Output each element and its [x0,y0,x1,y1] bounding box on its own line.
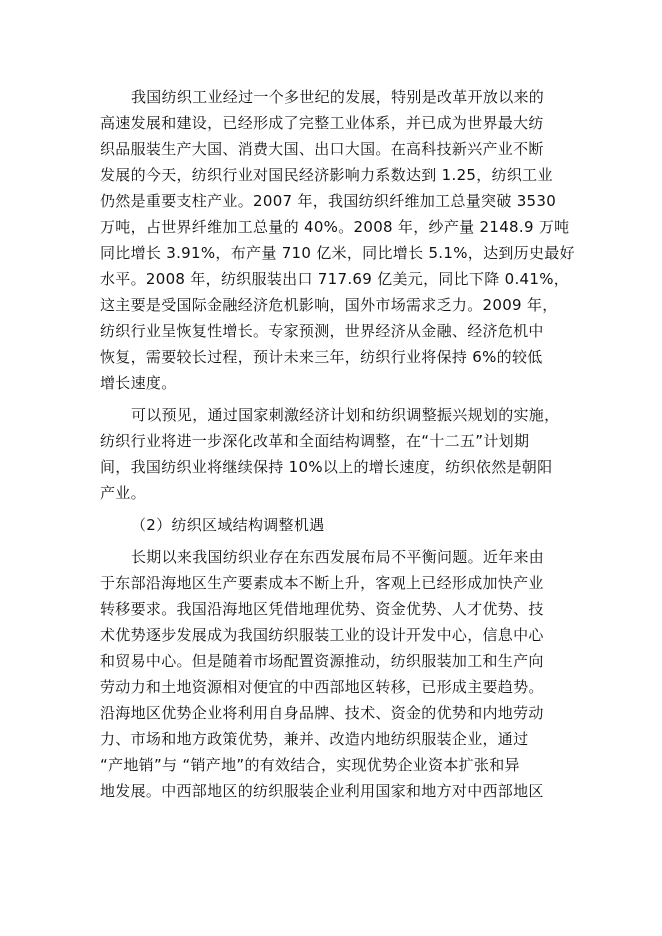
p3-line-10: 地发展。中西部地区的纺织服装企业利用国家和地方对中西部地区 [100,782,544,800]
p3-line-1: 长期以来我国纺织业存在东西发展布局不平衡问题。近年来由 [131,548,545,566]
p1-line-4: 发展的今天，纺织行业对国民经济影响力系数达到 1.25，纺织工业 [100,166,553,184]
p1-line-9: 这主要是受国际金融经济危机影响，国外市场需求乏力。2009 年， [100,296,558,314]
p2-line-1: 可以预见，通过国家刺激经济计划和纺织调整振兴规划的实施， [131,406,560,424]
p1-line-6: 万吨，占世界纤维加工总量的 40%。2008 年，纱产量 2148.9 万吨 [100,218,570,236]
p1-line-3: 织品服装生产大国、消费大国、出口大国。在高科技新兴产业不断 [100,140,544,158]
p1-line-10: 纺织行业呈恢复性增长。专家预测，世界经济从金融、经济危机中 [100,322,544,340]
p3-line-7: 沿海地区优势企业将利用自身品牌、技术、资金的优势和内地劳动 [100,704,544,722]
p1-line-5: 仍然是重要支柱产业。2007 年，我国纺织纤维加工总量突破 3530 [100,192,557,210]
p1-line-11: 恢复，需要较长过程，预计未来三年，纺织行业将保持 6%的较低 [100,348,543,366]
p1-line-1: 我国纺织工业经过一个多世纪的发展，特别是改革开放以来的 [131,88,545,106]
p3-line-5: 和贸易中心。但是随着市场配置资源推动，纺织服装加工和生产向 [100,652,544,670]
p1-line-12: 增长速度。 [100,374,177,392]
p3-line-4: 术优势逐步发展成为我国纺织服装工业的设计开发中心，信息中心 [100,626,544,644]
p2-line-3: 间，我国纺织业将继续保持 10%以上的增长速度，纺织依然是朝阳 [100,458,553,476]
p3-line-2: 于东部沿海地区生产要素成本不断上升，客观上已经形成加快产业 [100,574,544,592]
p3-line-9: “产地销”与 “销产地”的有效结合，实现优势企业资本扩张和异 [100,756,520,774]
p2-line-4: 产业。 [100,484,146,502]
p3-line-3: 转移要求。我国沿海地区凭借地理优势、资金优势、人才优势、技 [100,600,544,618]
p1-line-7: 同比增长 3.91%，布产量 710 亿米，同比增长 5.1%，达到历史最好 [100,244,575,262]
p3-line-6: 劳动力和土地资源相对便宜的中西部地区转移，已形成主要趋势。 [100,678,544,696]
p1-line-2: 高速发展和建设，已经形成了完整工业体系，并已成为世界最大纺 [100,114,544,132]
section-heading: （2）纺织区域结构调整机遇 [131,516,325,534]
p3-line-8: 力、市场和地方政策优势，兼并、改造内地纺织服装企业，通过 [100,730,529,748]
p2-line-2: 纺织行业将进一步深化改革和全面结构调整，在“十二五”计划期 [100,432,530,450]
p1-line-8: 水平。2008 年，纺织服装出口 717.69 亿美元，同比下降 0.41%， [100,270,570,288]
